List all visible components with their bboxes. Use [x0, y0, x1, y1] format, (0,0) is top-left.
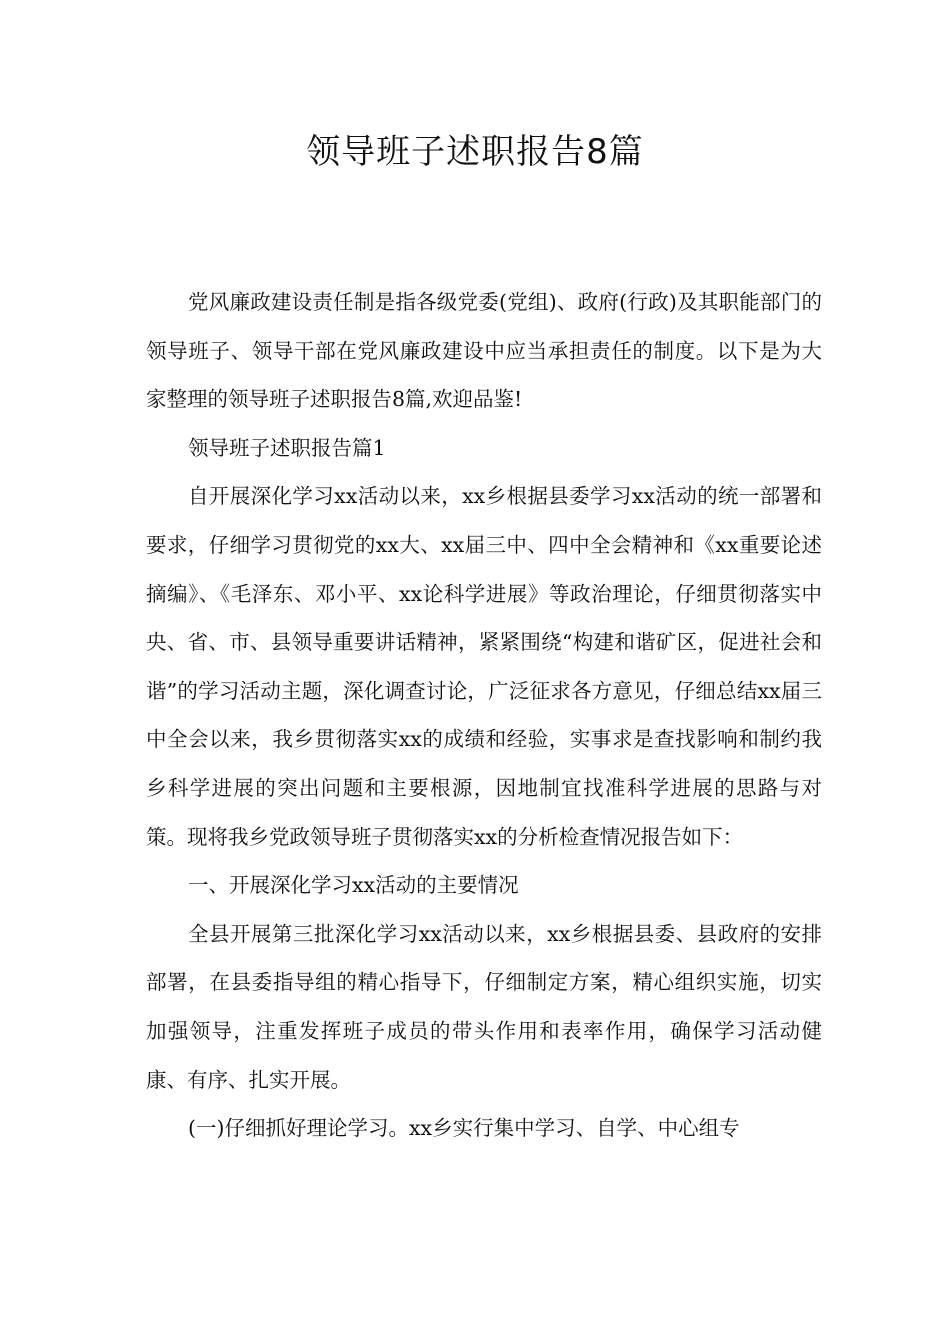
- paragraph-subheading-1: 一、开展深化学习xx活动的主要情况: [188, 873, 519, 898]
- document-title: 领导班子述职报告8篇: [306, 132, 644, 172]
- document-body: [146, 278, 822, 1153]
- paragraph-section-heading: 领导班子述职报告篇1: [188, 435, 386, 460]
- paragraph-overview: 全县开展第三批深化学习xx活动以来，xx乡根据县委、县政府的安排部署，在县委指导组的精心指导下，仔细制定方案，精心组织实施，切实加强领导，注重发挥班子成员的带头作用和表率作用，确保学习活动健康、有序、扎实开展。: [146, 921, 822, 1092]
- paragraph-point-1: (一)仔细抓好理论学习。xx乡实行集中学习、自学、中心组专: [188, 1116, 740, 1141]
- paragraph-intro: 党风廉政建设责任制是指各级党委(党组)、政府(行政)及其职能部门的领导班子、领导干部在党风廉政建设中应当承担责任的制度。以下是为大家整理的领导班子述职报告8篇,欢迎品鉴!: [146, 290, 822, 412]
- paragraph-main: 自开展深化学习xx活动以来，xx乡根据县委学习xx活动的统一部署和要求，仔细学习贯彻党的xx大、xx届三中、四中全会精神和《xx重要论述摘编》、《毛泽东、邓小平、xx论科学进展》等政治理论，仔细贯彻落实中央、省、市、县领导重要讲话精神，紧紧围绕“构建和谐矿区，促进社会和谐”的学习活动主题，深化调查讨论，广泛征求各方意见，仔细总结xx届三中全会以来，我乡贯彻落实xx的成绩和经验，实事求是查找影响和制约我乡科学进展的突出问题和主要根源，因地制宜找准科学进展的思路与对策。现将我乡党政领导班子贯彻落实xx的分析检查情况报告如下：: [146, 484, 822, 849]
